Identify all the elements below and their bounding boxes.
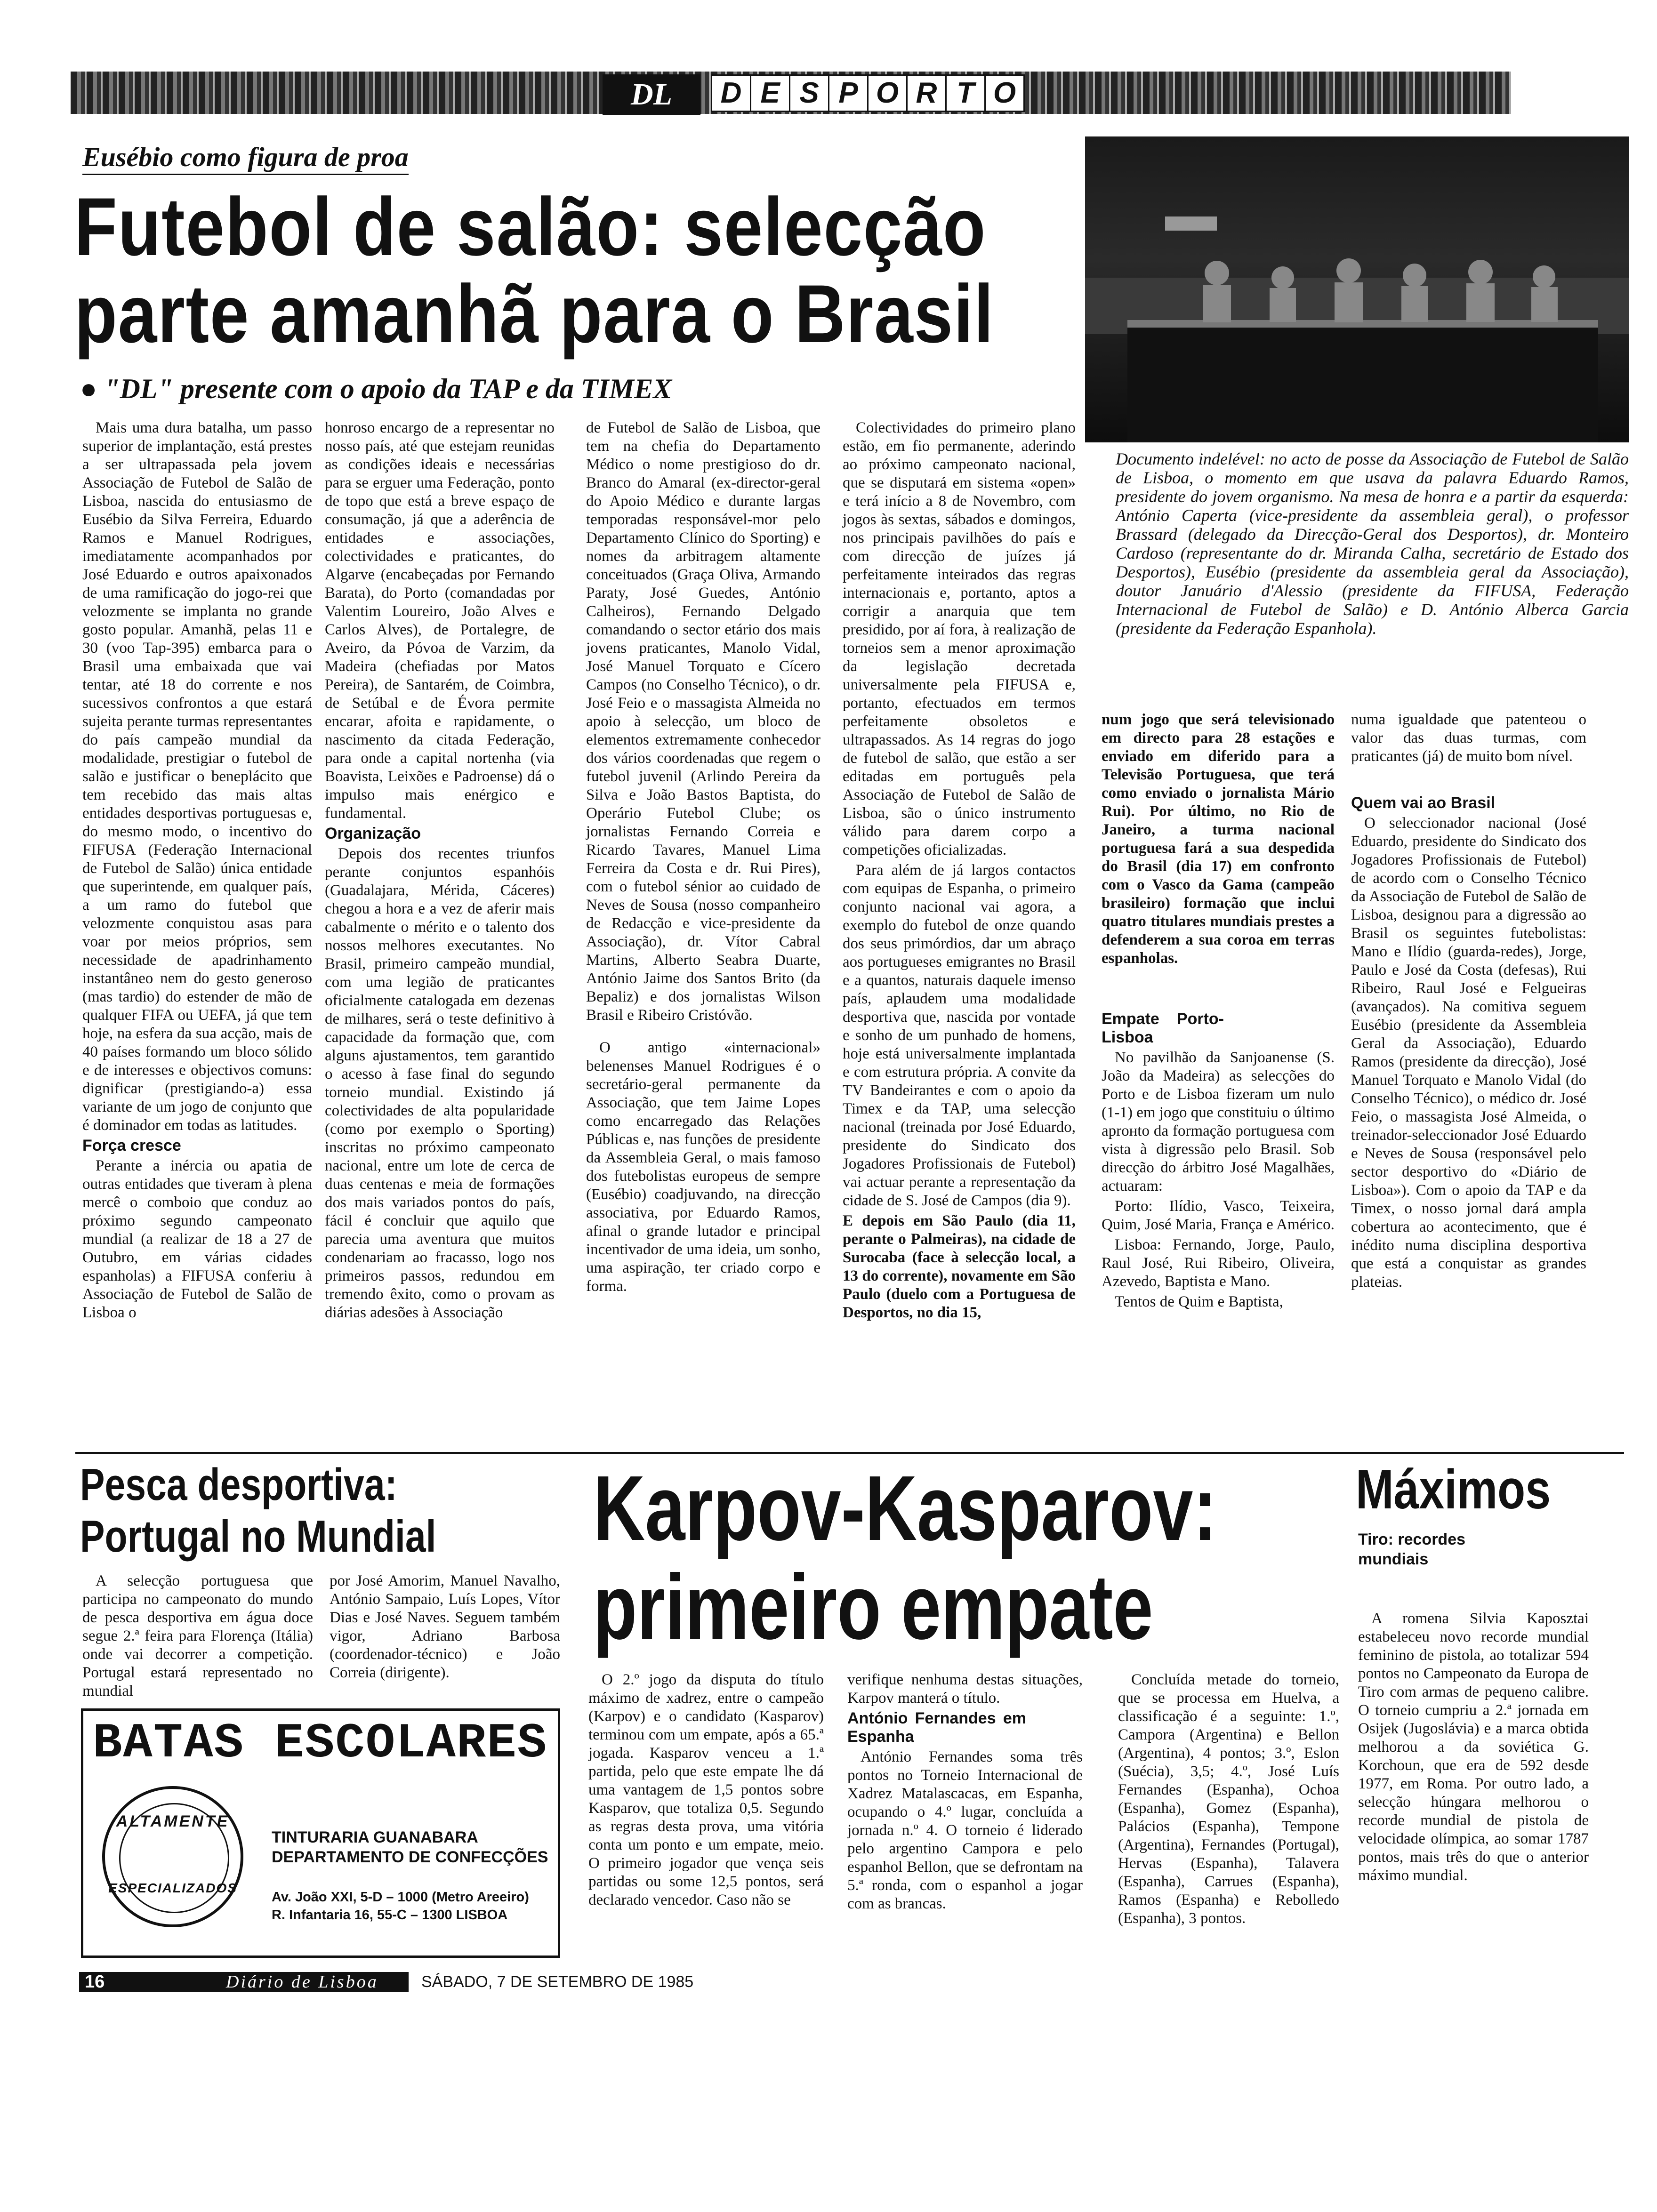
main-headline [74,184,1068,367]
advertisement [81,1708,560,1958]
section-letter: R [908,74,947,112]
paragraph: Lisboa: Fernando, Jorge, Paulo, Raul José, Rui Ribeiro, Oliveira, Azevedo, Baptista e Mano. [1102,1236,1335,1290]
paragraph: numa igualdade que patenteou o valor das duas turmas, com praticantes (já) de muito bom nível. [1351,711,1586,765]
paragraph: Concluída metade do torneio, que se processa em Huelva, a classificação é a seguinte: 1.º, Campora (Argentina) e Bellon (Argentina), 4 pontos; 3.º, Eslon (Suécia), 3,5; 4.º, José Luís Fernandes (Espanha), Ochoa (Espanha), Gomez (Espanha), Palácios (Espanha), Tempone (Argentina), Fernandes (Portugal), Hervas (Espanha), Talavera (Espanha), Carrues (Espanha), Ramos (Espanha) e Rebolledo (Espanha), 3 pontos. [1118,1671,1339,1927]
section-letter: T [947,74,986,112]
subheading: Quem vai ao Brasil [1351,794,1496,812]
section-title-boxes [711,74,1025,111]
stamp-top-text: ALTAMENTE [116,1812,230,1830]
kicker: Eusébio como figura de proa [82,141,409,175]
paragraph: Depois dos recentes triunfos perante conjuntos espanhóis (Guadalajara, Mérida, Cáceres) chegou a hora e a vez de aferir mais cabalmente o mérito e o talento dos nossos melhores executantes. No Brasil, primeiro campeão mundial, com uma legião de praticantes oficialmente catalogada em dezenas de milhares, será o teste definitivo à capacidade da formação que, com alguns ajustamentos, tem garantido o acesso à fase final do segundo torneio mundial. Existindo já colectividades de alta popularidade (como por exemplo o Sporting) inscritas no próximo campeonato nacional, entre um lote de cerca de duas centenas e meia de formações dos mais variados pontos do país, fácil é concluir que aquilo que parecia uma aventura que muitos condenariam ao fracasso, logo nos primeiros passos, redundou em tremendo êxito, como o provam as diárias adesões à Associação [325,845,555,1321]
paragraph: O antigo «internacional» belenenses Manuel Rodrigues é o secretário-geral permanente da Associação, que tem Jaime Lopes como encarregado das Relações Públicas e, nas funções de presidente da Assembleia Geral, o mais famoso dos futebolistas europeus de sempre (Eusébio) coadjuvando, na direcção associativa, por Eduardo Ramos, afinal o grande lutador e principal incentivador de uma ideia, um sonho, uma aspiração, ter criado corpo e forma. [586,1039,820,1295]
headline-line-1: Karpov-Kasparov: [593,1459,1217,1560]
paragraph: Mais uma dura batalha, um passo superior de implantação, está prestes a ser ultrapassada pela jovem Associação de Futebol de Salão de Lisboa, nascida do entusiasmo de Eusébio da Silva Ferreira, Eduardo Ramos e Manuel Rodrigues, imediatamente acompanhados por José Eduardo e outros apaixonados de uma ramificação do jogo-rei que velozmente se implanta no grande gosto popular. Amanhã, pelas 11 e 30 (voo Tap-395) embarca para o Brasil uma embaixada que vai tentar, até 18 do corrente e nos sucessivos confrontos a que estará sujeita perante turmas representantes do país campeão mundial da modalidade, prestigiar o futebol de salão e justificar o beneplácito que tem recebido das mais altas entidades desportivas portuguesas e, do mesmo modo, o incentivo do FIFUSA (Federação Internacional de Futebol de Salão) única entidade que superintende, em qualquer país, a um ramo do futebol que velozmente conquistou asas para voar por meios próprios, sem necessidade de apadrinhamento instantâneo nem do gesto generoso (mas tardio) do estender de mão de qualquer FIFA ou UEFA, já que tem hoje, na esfera da sua acção, mais de 40 países formando um bloco sólido e de interesses e objectivos comuns: dignificar (prestigiando-a) essa variante de um jogo de conjunto que é dominador em todas as latitudes. [82,419,312,1134]
headline-line-2: primeiro empate [593,1555,1153,1659]
paragraph: Perante a inércia ou apatia de outras entidades que tiveram à plena mercê o comboio que conduz ao próximo segundo campeonato mundial (a realizar de 18 a 27 de Outubro, em várias cidades espanholas) a FIFUSA conferiu à Associação de Futebol de Salão de Lisboa o [82,1157,312,1321]
photo-caption: Documento indelével: no acto de posse da Associação de Futebol de Salão de Lisboa, o momento em que usava da palavra Eduardo Ramos, presidente do jovem organismo. Na mesa de honra e a partir da esquerda: António Caperta (vice-presidente da assembleia geral), o professor Brassard (delegado da Direcção-Geral dos Desportos), dr. Monteiro Cardoso (representante do dr. Miranda Calha, secretário de Estado dos Desportos), Eusébio (presidente da assembleia geral da Associação), doutor Januário d'Alessio (presidente da FIFUSA, Federação Internacional de Futebol de Salão) e D. António Alberca Garcia (presidente da Federação Espanhola). [1116,449,1629,638]
ad-address-2: R. Infantaria 16, 55-C – 1300 LISBOA [272,1907,508,1923]
chess-headline [593,1459,1299,1666]
section-divider [75,1452,1624,1454]
article1-column-3 [586,419,820,1298]
ad-company: TINTURARIA GUANABARA [272,1828,478,1846]
paragraph: Tentos de Quim e Baptista, [1115,1293,1283,1310]
article1-column-6 [1351,711,1586,1293]
paragraph: Colectividades do primeiro plano estão, em fio permanente, aderindo ao próximo campeonato nacional, que se disputará em sistema «open» e terá início a 8 de Novembro, com jogos às sextas, sábados e domingos, nos principais pavilhões do país e com direcção de juízes já perfeitamente inteirados das regras internacionais e, portanto, aptos a corrigir a anarquia que tem presidido, por aí fora, à realização de torneios sem a menor aproximação da legislação decretada universalmente pela FIFUSA e, portanto, efectuados em termos perfeitamente obsoletos e ultrapassados. As 14 regras do jogo de futebol de salão, que estão a ser editadas em português pela Associação de Futebol de Salão de Lisboa, são o único instrumento válido para darem corpo a competições oficializadas. [843,419,1076,858]
paragraph: O seleccionador nacional (José Eduardo, presidente do Sindicato dos Jogadores Profissionais de Futebol) de acordo com o Conselho Técnico da Associação de Futebol de Salão de Lisboa, designou para a digressão ao Brasil os seguintes futebolistas: Mano e Ilídio (guarda-redes), Jorge, Paulo e José da Costa (defesas), Rui Ribeiro, Raul José e Felgueiras (avançados). Na comitiva seguem Eusébio (presidente da Assembleia Geral da Associação), Eduardo Ramos (presidente da direcção), José Manuel Torquato e Manolo Vidal (do Conselho Técnico), o médico dr. José Feio, o massagista José Almeida, o treinador-seleccionador José Eduardo e Neves de Sousa (responsável pelo sector desportivo do «Diário de Lisboa»). Com o apoio da TAP e da Timex, o nosso jornal dará ampla cobertura ao acontecimento, que é inédito numa disciplina desportiva que está a conquistar as grandes plateias. [1351,815,1586,1290]
article1-column-2 [325,419,555,1324]
paragraph-bold: E depois em São Paulo (dia 11, perante o Palmeiras), na cidade de Surocaba (face à selecção local, a 13 do corrente), novamente em São Paulo (duelo com a Portuguesa de Desportos, no dia 15, [843,1212,1076,1321]
paragraph: de Futebol de Salão de Lisboa, que tem na chefia do Departamento Médico o nome prestigioso do dr. Branco do Amaral (ex-director-geral do Apoio Médico e durante largas temporadas responsável-mor pelo Departamento Clínico do Sporting) e nomes da arbitragem altamente conceituados (Graça Oliva, Armando Paraty, José Guedes, António Calheiros), Fernando Delgado comandando o sector etário dos mais jovens praticantes, Manolo Vidal, José Manuel Torquato e Cícero Campos (no Conselho Técnico), o dr. José Feio e o massagista Almeida no apoio à selecção, um bloco de elementos extremamente conhecedor dos vários coordenadas que regem o futebol juvenil (Arlindo Pereira da Silva e João Bastos Baptista, do Operário Futebol Clube; os jornalistas Fernando Correia e Ricardo Tavares, Manuel Lima Ferreira da Costa e dr. Rui Pires), com o futebol sénior ao cuidado de Neves de Sousa (nosso companheiro de Redacção e vice-presidente da Associação), dr. Vítor Cabral Martins, Alberto Seabra Duarte, António Jaime dos Santos Brito (da Bepaliz) e dos jornalistas Wilson Brasil e Ribeiro Cristóvão. [586,419,820,1024]
maximos-headline [1356,1459,1619,1525]
photo-scene [1085,136,1629,442]
pesca-column-1 [82,1572,313,1702]
paragraph: verifique nenhuma destas situações, Karpov manterá o título. [847,1671,1083,1707]
paragraph: O 2.º jogo da disputa do título máximo de xadrez, entre o campeão (Karpov) e o candidato (Kasparov) terminou com um empate, após a 65.ª jogada. Kasparov venceu a 1.ª partida, pelo que este empate lhe dá uma vantagem de 1,5 pontos sobre Kasparov, que totaliza 0,5. Segundo as regras desta prova, uma vitória conta um ponto e um empate, meio. O primeiro jogador que vença seis partidas ou some 12,5 pontos, será declarado vencedor. Caso não se [588,1671,824,1908]
headline-line-1: Futebol de salão: selecção [74,184,987,273]
paragraph: A romena Silvia Kaposztai estabeleceu novo recorde mundial feminino de pistola, ao totalizar 594 pontos no Campeonato da Europa de Tiro com armas de pequeno calibre. O torneio cumpriu a 2.ª jornada em Osijek (Jugoslávia) e a marca obtida melhorou a da soviética G. Korchoun, que era de 592 desde 1977, em Roma. Por outro lado, a selecção húngara melhorou o recorde mundial de pistola de velocidade olímpica, ao somar 1787 pontos, mais três do que o anterior máximo mundial. [1358,1610,1589,1884]
paragraph: No pavilhão da Sanjoanense (S. João da Madeira) as selecções do Porto e de Lisboa fizeram um nulo (1-1) em jogo que constituiu o último aprонto da formação portuguesa com vista à digressão pelo Brasil. Sob direcção do árbitro José Magalhães, actuaram: [1102,1049,1335,1194]
subhead [80,373,672,405]
paragraph: A selecção portuguesa que participa no campeonato do mundo de pesca desportiva em água doce segue 2.ª feira para Florença (Itália) onde vai decorrer a competição. Portugal estará representado no mundial [82,1572,313,1699]
bullet-icon: ● [80,373,105,404]
page-number: 16 [85,1972,105,1992]
chess-column-2 [847,1671,1083,1915]
section-letter: O [869,74,908,112]
paragraph: por José Amorim, Manuel Navalho, António Sampaio, Luís Lopes, Vítor Dias e José Naves. Seguem também vigor, Adriano Barbosa (coordenador-técnico) e João Correia (dirigente). [330,1572,560,1681]
headline-line-1: Pesca desportiva: [80,1459,397,1510]
article1-column-1 [82,419,312,1324]
section-letter: E [751,74,790,112]
ad-address-1: Av. João XXI, 5-D – 1000 (Metro Areeiro) [272,1890,529,1905]
paragraph: Para além de já largos contactos com equipas de Espanha, o primeiro conjunto nacional vai agora, a exemplo do futebol de onze quando dos seus primórdios, dar um abraço aos portugueses emigrantes no Brasil e a quantos, naturais daquele imenso país, aplaudem uma modalidade desportiva que, nascida por vontade e sonho de um punhado de homens, hoje está universalmente implantada e com estrutura própria. A convite da TV Bandeirantes e com o apoio da Timex e da TAP, uma selecção nacional (treinada por José Eduardo, presidente do Sindicato dos Jogadores Profissionais de Futebol) vai actuar perante a representação da cidade de S. José de Campos (dia 9). [843,862,1076,1209]
headline-line-2: parte amanhã para o Brasil [74,268,994,360]
footer-date: SÁBADO, 7 DE SETEMBRO DE 1985 [421,1973,694,1991]
subheading: Empate Porto-Lisboa [1102,1010,1224,1046]
headline-line-2: Portugal no Mundial [80,1511,436,1562]
article1-column-4 [843,419,1076,1324]
ad-department: DEPARTAMENTO DE CONFECÇÕES [272,1848,548,1866]
pesca-headline [80,1459,504,1567]
section-letter: O [986,74,1025,112]
maximos-body [1358,1610,1589,1887]
chess-column-3 [1118,1671,1339,1930]
event-photo [1085,136,1629,442]
paragraph: António Fernandes soma três pontos no Torneio Internacional de Xadrez Matalascacas, em Espanha, ocupando o 4.º lugar, concluída a jornada n.º 4. O torneio é liderado pelo argentino Campora e pelo espanhol Bellon, que se defrontam na 5.ª ronda, com o espanhol a jogar com as brancas. [847,1748,1083,1912]
pesca-column-2 [330,1572,560,1684]
ad-title: BATAS ESCOLARES [93,1716,548,1771]
paragraph-bold: num jogo que será televisionado em directo para 28 estações e enviado em diferido para a Televisão Portuguesa, que terá como enviado o jornalista Mário Rui). Por último, no Rio de Janeiro, a turma nacional portuguesa fará a sua despedida do Brasil (dia 17) em confronto com o Vasco da Gama (campeão brasileiro) formação que inclui quatro titulares mundiais prestes a defenderem a sua coroa em terras espanholas. [1102,711,1335,967]
subhead-text: "DL" presente com o apoio da TAP e da TIMEX [104,373,672,404]
paragraph: honroso encargo de a representar no nosso país, até que estejam reunidas as condições ideais e necessárias para se erguer uma Federação, ponto de topo que está a breve espaço de consumação, já que a aderência de entidades e associações, colectividades e praticantes, do Algarve (encabeçadas por Fernando Barata), do Porto (comandadas por Valentim Loureiro, João Alves e Carlos Alves), de Portalegre, de Aveiro, da Póvoa de Varzim, da Madeira (chefiadas por Matos Pereira), de Santarém, de Coimbra, de Setúbal e de Évora permite encarar, afoita e rapidamente, o nascimento da citada Federação, para onde a capital nortenha (via Boavista, Leixões e Padroense) dá o impulso mais enérgico e fundamental. [325,419,555,822]
section-letter: S [790,74,829,112]
ad-stamp [102,1786,243,1927]
header-logo: DL [603,74,700,115]
maximos-subheading: Tiro: recordes mundiais [1358,1531,1466,1568]
subheading: António Fernandes em Espanha [847,1709,1026,1746]
paragraph: Porto: Ilídio, Vasco, Teixeira, Quim, José Maria, França e Américo. [1102,1198,1335,1233]
section-letter: P [829,74,869,112]
stamp-bottom-text: ESPECIALIZADOS [108,1881,237,1895]
headline-text: Máximos [1356,1459,1551,1521]
chess-column-1 [588,1671,824,1911]
article1-column-5 [1102,711,1335,1313]
subheading: Organização [325,825,421,842]
subheading: Força cresce [82,1137,181,1154]
masthead: Diário de Lisboa [226,1972,378,1992]
section-letter: D [711,74,751,112]
